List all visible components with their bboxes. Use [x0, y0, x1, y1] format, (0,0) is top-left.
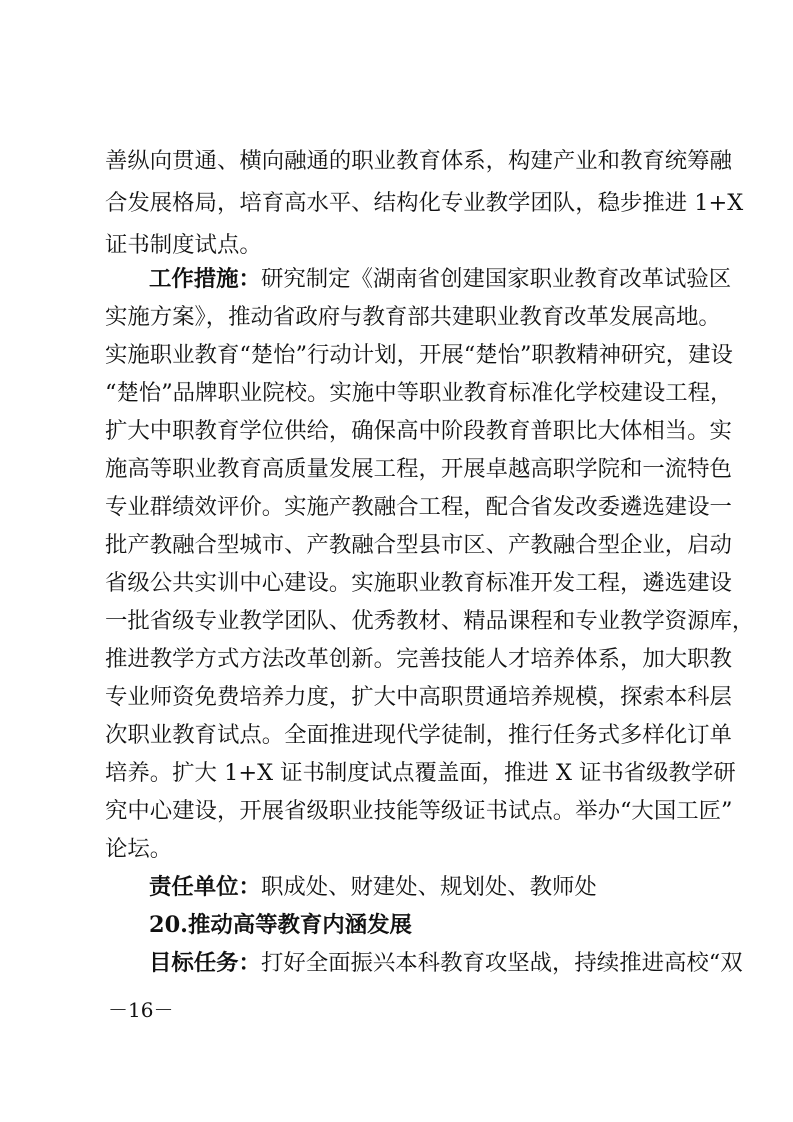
body-text-line: 实施方案》，推动省政府与教育部共建职业教育改革发展高地。	[105, 304, 721, 330]
body-text-line: 实施职业教育“楚怡”行动计划，开展“楚怡”职教精神研究，建设	[105, 342, 733, 368]
measures-paragraph-first-line	[149, 261, 732, 297]
body-text: 职成处、财建处、规划处、教师处	[260, 874, 597, 900]
body-text: 打好全面振兴本科教育攻坚战，持续推进高校“双	[260, 950, 743, 976]
body-text-line: 施高等职业教育高质量发展工程，开展卓越高职学院和一流特色	[105, 456, 732, 482]
body-text-line: 次职业教育试点。全面推进现代学徒制，推行任务式多样化订单	[105, 722, 732, 748]
section-label-target-tasks: 目标任务：	[149, 950, 261, 976]
body-text-line: 推进教学方式方法改革创新。完善技能人才培养体系，加大职教	[105, 646, 732, 672]
body-text-line: 专业群绩效评价。实施产教融合工程，配合省发改委遴选建设一	[105, 494, 732, 520]
body-text-line: 批产教融合型城市、产教融合型县市区、产教融合型企业，启动	[105, 532, 732, 558]
body-text-line: 省级公共实训中心建设。实施职业教育标准开发工程，遴选建设	[105, 570, 732, 596]
body-text-line: 培养。扩大 1+X 证书制度试点覆盖面，推进 X 证书省级教学研	[105, 760, 736, 786]
body-text-line: “楚怡”品牌职业院校。实施中等职业教育标准化学校建设工程，	[105, 380, 733, 406]
body-text-line: 一批省级专业教学团队、优秀教材、精品课程和专业教学资源库，	[105, 608, 755, 634]
section-heading: 20.推动高等教育内涵发展	[149, 912, 412, 938]
body-text: 研究制定《湖南省创建国家职业教育改革试验区	[260, 266, 732, 292]
page-number: －16－	[108, 998, 174, 1022]
body-text-line: 证书制度试点。	[105, 232, 262, 258]
section-label-work-measures: 工作措施：	[149, 266, 261, 292]
body-text-line: 善纵向贯通、横向融通的职业教育体系，构建产业和教育统筹融	[105, 148, 732, 174]
body-text-line: 扩大中职教育学位供给，确保高中阶段教育普职比大体相当。实	[105, 418, 732, 444]
body-text-line: 合发展格局，培育高水平、结构化专业教学团队，稳步推进 1+X	[105, 190, 744, 216]
target-tasks-line	[149, 945, 743, 981]
responsible-units-line	[149, 869, 693, 905]
body-text-line: 论坛。	[105, 836, 173, 862]
section-label-responsible-units: 责任单位：	[149, 874, 261, 900]
body-text-line: 究中心建设，开展省级职业技能等级证书试点。举办“大国工匠”	[105, 798, 733, 824]
body-text-line: 专业师资免费培养力度，扩大中高职贯通培养规模，探索本科层	[105, 684, 732, 710]
